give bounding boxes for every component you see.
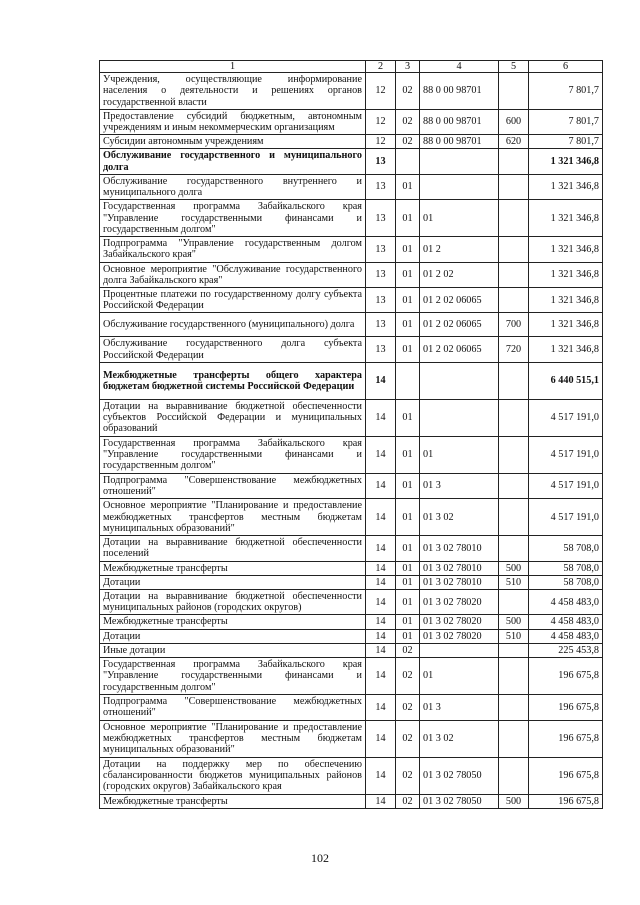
column-header-6: 6 <box>529 61 603 73</box>
table-row <box>100 575 603 589</box>
cell-target-article: 01 2 02 06065 <box>420 313 499 337</box>
column-header-4: 4 <box>420 61 499 73</box>
cell-section: 14 <box>366 575 396 589</box>
table-row <box>100 135 603 149</box>
table-row <box>100 643 603 657</box>
cell-subsection: 02 <box>396 658 420 695</box>
cell-expense-type <box>499 200 529 237</box>
page-number: 102 <box>311 851 329 865</box>
cell-amount: 4 458 483,0 <box>529 629 603 643</box>
cell-name: Основное мероприятие "Планирование и предоставление межбюджетных трансфертов местным бюджетам муниципальных образований" <box>100 720 366 757</box>
cell-amount: 7 801,7 <box>529 109 603 134</box>
cell-subsection: 01 <box>396 288 420 313</box>
cell-section: 14 <box>366 362 396 399</box>
cell-expense-type: 510 <box>499 629 529 643</box>
cell-section: 14 <box>366 590 396 615</box>
cell-subsection <box>396 362 420 399</box>
table-row <box>100 615 603 629</box>
cell-subsection <box>396 149 420 174</box>
cell-target-article: 01 3 02 78020 <box>420 629 499 643</box>
cell-expense-type <box>499 174 529 199</box>
cell-name: Обслуживание государственного (муниципального) долга <box>100 313 366 337</box>
cell-expense-type <box>499 288 529 313</box>
cell-section: 14 <box>366 720 396 757</box>
cell-amount: 4 458 483,0 <box>529 615 603 629</box>
cell-expense-type: 620 <box>499 135 529 149</box>
cell-section: 13 <box>366 262 396 287</box>
cell-amount: 1 321 346,8 <box>529 200 603 237</box>
cell-amount: 7 801,7 <box>529 135 603 149</box>
cell-section: 13 <box>366 174 396 199</box>
cell-name: Подпрограмма "Совершенствование межбюджетных отношений" <box>100 695 366 720</box>
cell-section: 14 <box>366 399 396 436</box>
cell-subsection: 02 <box>396 109 420 134</box>
cell-name: Дотации <box>100 575 366 589</box>
cell-name: Обслуживание государственного внутреннего и муниципального долга <box>100 174 366 199</box>
cell-subsection: 02 <box>396 794 420 808</box>
cell-section: 13 <box>366 200 396 237</box>
cell-section: 14 <box>366 757 396 794</box>
column-header-2: 2 <box>366 61 396 73</box>
cell-subsection: 01 <box>396 262 420 287</box>
cell-expense-type <box>499 658 529 695</box>
cell-amount: 6 440 515,1 <box>529 362 603 399</box>
cell-expense-type <box>499 536 529 561</box>
table-row <box>100 658 603 695</box>
cell-expense-type: 500 <box>499 794 529 808</box>
cell-target-article: 88 0 00 98701 <box>420 109 499 134</box>
cell-target-article: 01 3 02 78010 <box>420 536 499 561</box>
cell-amount: 1 321 346,8 <box>529 237 603 262</box>
cell-target-article: 88 0 00 98701 <box>420 135 499 149</box>
cell-subsection: 01 <box>396 313 420 337</box>
cell-name: Дотации <box>100 629 366 643</box>
cell-name: Дотации на выравнивание бюджетной обеспеченности муниципальных районов (городских округов) <box>100 590 366 615</box>
cell-name: Дотации на поддержку мер по обеспечению сбалансированности бюджетов муниципальных районов (городских округов) Забайкальского края <box>100 757 366 794</box>
cell-amount: 1 321 346,8 <box>529 174 603 199</box>
cell-amount: 58 708,0 <box>529 536 603 561</box>
cell-target-article: 01 2 <box>420 237 499 262</box>
cell-target-article: 01 3 02 <box>420 499 499 536</box>
table-row <box>100 590 603 615</box>
cell-name: Межбюджетные трансферты общего характера бюджетам бюджетной системы Российской Федерации <box>100 362 366 399</box>
cell-name: Подпрограмма "Совершенствование межбюджетных отношений" <box>100 473 366 498</box>
cell-expense-type: 720 <box>499 337 529 362</box>
cell-subsection: 01 <box>396 200 420 237</box>
cell-target-article: 01 3 02 78020 <box>420 615 499 629</box>
cell-section: 13 <box>366 149 396 174</box>
cell-amount: 4 517 191,0 <box>529 399 603 436</box>
cell-subsection: 01 <box>396 499 420 536</box>
cell-target-article: 01 3 02 78010 <box>420 575 499 589</box>
cell-name: Основное мероприятие "Обслуживание государственного долга Забайкальского края" <box>100 262 366 287</box>
cell-amount: 196 675,8 <box>529 695 603 720</box>
cell-expense-type <box>499 499 529 536</box>
table-row <box>100 262 603 287</box>
cell-name: Основное мероприятие "Планирование и предоставление межбюджетных трансфертов местным бюджетам муниципальных образований" <box>100 499 366 536</box>
cell-amount: 1 321 346,8 <box>529 313 603 337</box>
cell-section: 14 <box>366 436 396 473</box>
cell-subsection: 02 <box>396 73 420 110</box>
cell-name: Межбюджетные трансферты <box>100 561 366 575</box>
cell-section: 14 <box>366 499 396 536</box>
cell-name: Иные дотации <box>100 643 366 657</box>
cell-subsection: 01 <box>396 473 420 498</box>
cell-section: 13 <box>366 337 396 362</box>
cell-amount: 58 708,0 <box>529 561 603 575</box>
table-body <box>100 73 603 809</box>
cell-subsection: 01 <box>396 174 420 199</box>
cell-target-article <box>420 174 499 199</box>
table-row <box>100 313 603 337</box>
cell-expense-type <box>499 262 529 287</box>
cell-amount: 196 675,8 <box>529 658 603 695</box>
cell-target-article: 01 3 02 <box>420 720 499 757</box>
cell-section: 14 <box>366 561 396 575</box>
cell-name: Дотации на выравнивание бюджетной обеспеченности субъектов Российской Федерации и муниципальных образований <box>100 399 366 436</box>
table-row <box>100 436 603 473</box>
cell-amount: 4 517 191,0 <box>529 473 603 498</box>
cell-subsection: 01 <box>396 590 420 615</box>
cell-subsection: 01 <box>396 561 420 575</box>
table-row <box>100 794 603 808</box>
column-header-1: 1 <box>100 61 366 73</box>
cell-subsection: 02 <box>396 757 420 794</box>
cell-section: 12 <box>366 73 396 110</box>
cell-target-article: 01 3 02 78020 <box>420 590 499 615</box>
table-row <box>100 337 603 362</box>
cell-section: 14 <box>366 695 396 720</box>
cell-section: 13 <box>366 288 396 313</box>
header-row <box>100 61 603 73</box>
cell-expense-type: 500 <box>499 561 529 575</box>
cell-section: 14 <box>366 536 396 561</box>
cell-subsection: 02 <box>396 135 420 149</box>
cell-amount: 196 675,8 <box>529 720 603 757</box>
cell-subsection: 02 <box>396 695 420 720</box>
column-header-5: 5 <box>499 61 529 73</box>
cell-target-article: 01 <box>420 200 499 237</box>
cell-subsection: 01 <box>396 436 420 473</box>
table-row <box>100 174 603 199</box>
table-header <box>100 61 603 73</box>
cell-expense-type <box>499 757 529 794</box>
cell-expense-type <box>499 643 529 657</box>
cell-section: 14 <box>366 658 396 695</box>
cell-expense-type <box>499 399 529 436</box>
cell-name: Государственная программа Забайкальского края "Управление государственными финансами и государственным долгом" <box>100 436 366 473</box>
table-row <box>100 720 603 757</box>
table-row <box>100 399 603 436</box>
cell-target-article: 01 3 <box>420 473 499 498</box>
cell-name: Субсидии автономным учреждениям <box>100 135 366 149</box>
cell-target-article <box>420 643 499 657</box>
cell-name: Межбюджетные трансферты <box>100 615 366 629</box>
cell-target-article: 88 0 00 98701 <box>420 73 499 110</box>
column-header-3: 3 <box>396 61 420 73</box>
table-row <box>100 473 603 498</box>
table-row <box>100 695 603 720</box>
cell-amount: 1 321 346,8 <box>529 149 603 174</box>
cell-section: 14 <box>366 643 396 657</box>
cell-subsection: 02 <box>396 720 420 757</box>
cell-expense-type <box>499 362 529 399</box>
table-row <box>100 561 603 575</box>
cell-amount: 1 321 346,8 <box>529 337 603 362</box>
cell-expense-type <box>499 73 529 110</box>
cell-expense-type <box>499 590 529 615</box>
cell-amount: 196 675,8 <box>529 757 603 794</box>
budget-table <box>99 60 603 809</box>
cell-expense-type <box>499 237 529 262</box>
cell-expense-type: 700 <box>499 313 529 337</box>
cell-target-article: 01 <box>420 658 499 695</box>
cell-section: 14 <box>366 794 396 808</box>
cell-target-article: 01 <box>420 436 499 473</box>
cell-section: 14 <box>366 629 396 643</box>
cell-name: Процентные платежи по государственному долгу субъекта Российской Федерации <box>100 288 366 313</box>
cell-expense-type <box>499 473 529 498</box>
table-row <box>100 499 603 536</box>
table-row <box>100 200 603 237</box>
cell-section: 13 <box>366 313 396 337</box>
cell-subsection: 01 <box>396 629 420 643</box>
cell-section: 12 <box>366 135 396 149</box>
table-row <box>100 362 603 399</box>
cell-expense-type <box>499 695 529 720</box>
table-row <box>100 536 603 561</box>
cell-target-article: 01 3 02 78050 <box>420 757 499 794</box>
cell-name: Государственная программа Забайкальского края "Управление государственными финансами и государственным долгом" <box>100 658 366 695</box>
cell-amount: 7 801,7 <box>529 73 603 110</box>
cell-expense-type: 500 <box>499 615 529 629</box>
cell-name: Предоставление субсидий бюджетным, автономным учреждениям и иным некоммерческим организациям <box>100 109 366 134</box>
cell-subsection: 01 <box>396 536 420 561</box>
cell-expense-type <box>499 436 529 473</box>
cell-amount: 225 453,8 <box>529 643 603 657</box>
cell-amount: 4 458 483,0 <box>529 590 603 615</box>
table-row <box>100 757 603 794</box>
cell-subsection: 01 <box>396 237 420 262</box>
cell-name: Дотации на выравнивание бюджетной обеспеченности поселений <box>100 536 366 561</box>
cell-amount: 58 708,0 <box>529 575 603 589</box>
cell-name: Государственная программа Забайкальского края "Управление государственными финансами и государственным долгом" <box>100 200 366 237</box>
cell-amount: 196 675,8 <box>529 794 603 808</box>
cell-target-article: 01 3 02 78050 <box>420 794 499 808</box>
cell-amount: 4 517 191,0 <box>529 436 603 473</box>
cell-target-article: 01 2 02 06065 <box>420 337 499 362</box>
cell-name: Обслуживание государственного долга субъекта Российской Федерации <box>100 337 366 362</box>
cell-expense-type: 600 <box>499 109 529 134</box>
cell-section: 13 <box>366 237 396 262</box>
table-row <box>100 288 603 313</box>
cell-subsection: 01 <box>396 615 420 629</box>
cell-section: 14 <box>366 615 396 629</box>
table-row <box>100 109 603 134</box>
cell-target-article: 01 2 02 06065 <box>420 288 499 313</box>
table-row <box>100 237 603 262</box>
cell-subsection: 01 <box>396 575 420 589</box>
cell-section: 12 <box>366 109 396 134</box>
cell-amount: 1 321 346,8 <box>529 288 603 313</box>
cell-target-article <box>420 149 499 174</box>
cell-target-article <box>420 399 499 436</box>
cell-expense-type <box>499 149 529 174</box>
cell-target-article: 01 3 <box>420 695 499 720</box>
cell-section: 14 <box>366 473 396 498</box>
cell-amount: 1 321 346,8 <box>529 262 603 287</box>
table-row <box>100 73 603 110</box>
cell-name: Межбюджетные трансферты <box>100 794 366 808</box>
table-row <box>100 149 603 174</box>
cell-amount: 4 517 191,0 <box>529 499 603 536</box>
cell-target-article: 01 2 02 <box>420 262 499 287</box>
cell-expense-type: 510 <box>499 575 529 589</box>
cell-subsection: 01 <box>396 337 420 362</box>
cell-target-article <box>420 362 499 399</box>
cell-target-article: 01 3 02 78010 <box>420 561 499 575</box>
cell-name: Учреждения, осуществляющие информирование населения о деятельности и решениях органов государственной власти <box>100 73 366 110</box>
cell-subsection: 01 <box>396 399 420 436</box>
cell-name: Подпрограмма "Управление государственным долгом Забайкальского края" <box>100 237 366 262</box>
cell-expense-type <box>499 720 529 757</box>
cell-name: Обслуживание государственного и муниципального долга <box>100 149 366 174</box>
table-row <box>100 629 603 643</box>
cell-subsection: 02 <box>396 643 420 657</box>
